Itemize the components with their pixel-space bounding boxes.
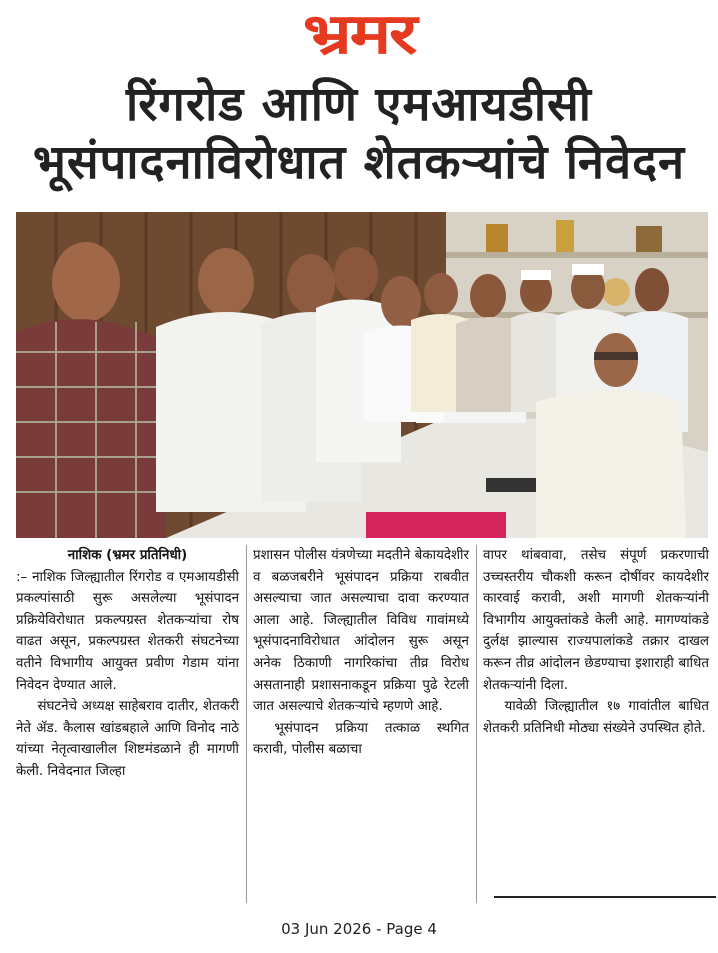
article-paragraph: भूसंपादन प्रक्रिया तत्काळ स्थगित करावी, पोलीस बळाचा <box>253 720 469 758</box>
news-photo-illustration <box>16 212 708 538</box>
page-footer: 03 Jun 2026 - Page 4 <box>281 920 437 938</box>
headline-line-2: भूसंपादनाविरोधात शेतकऱ्यांचे निवेदन <box>32 135 686 190</box>
masthead <box>0 0 718 70</box>
article-column-2 <box>246 545 476 903</box>
article-dateline: नाशिक (भ्रमर प्रतिनिधी) <box>67 548 188 563</box>
article-column-3 <box>476 545 716 903</box>
article-paragraph: यावेळी जिल्ह्यातील १७ गावांतील बाधित शेतकरी प्रतिनिधी मोठ्या संख्येने उपस्थित होते. <box>483 699 709 736</box>
article-paragraph: :– नाशिक जिल्ह्यातील रिंगरोड व एमआयडीसी प्रकल्पांसाठी सुरू असलेल्या भूसंपादन प्रक्रियेविरोधात प्रकल्पग्रस्त शेतकऱ्यांचा रोष वाढत असून, प्रकल्पग्रस्त शेतकरी संघटनेच्या वतीने विभागीय आयुक्त प्रवीण गेडाम यांना निवेदन देण्यात आले. <box>16 569 239 693</box>
article-end-rule <box>494 896 716 898</box>
article-paragraph: संघटनेचे अध्यक्ष साहेबराव दातीर, शेतकरी नेते ॲड. कैलास खांडबहाले आणि विनोद नाठे यांच्या नेतृत्वाखालील शिष्टमंडळाने ही मागणी केली. निवेदनात जिल्हा <box>16 699 239 779</box>
article-column-1 <box>16 545 246 903</box>
article-paragraph: वापर थांबवावा, तसेच संपूर्ण प्रकरणाची उच्चस्तरीय चौकशी करून दोषींवर कायदेशीर कारवाई करावी, अशी मागणी शेतकऱ्यांनी विभागीय आयुक्तांकडे केली आहे. मागण्यांकडे दुर्लक्ष झाल्यास राज्यपालांकडे तक्रार दाखल करून तीव्र आंदोलन छेडण्याचा इशाराही बाधित शेतकऱ्यांनी दिला. <box>483 548 709 693</box>
masthead-logo: भ्रमर <box>302 2 416 67</box>
article-paragraph: प्रशासन पोलीस यंत्रणेच्या मदतीने बेकायदेशीर व बळजबरीने भूसंपादन प्रक्रिया राबवीत असल्याचा जात असल्याचा दावा करण्यात आला आहे. जिल्ह्यातील विविध गावांमध्ये भूसंपादनाविरोधात आंदोलन सुरू असून अनेक ठिकाणी नागरिकांचा तीव्र विरोध असतानाही प्रशासनाकडून प्रक्रिया पुढे रेटली जात असल्याचे शेतकऱ्यांचे म्हणणे आहे. <box>253 548 469 715</box>
headline-line-1: रिंगरोड आणि एमआयडीसी <box>126 77 592 132</box>
headline <box>0 76 718 192</box>
article-body <box>16 545 716 903</box>
news-photo <box>16 212 708 538</box>
